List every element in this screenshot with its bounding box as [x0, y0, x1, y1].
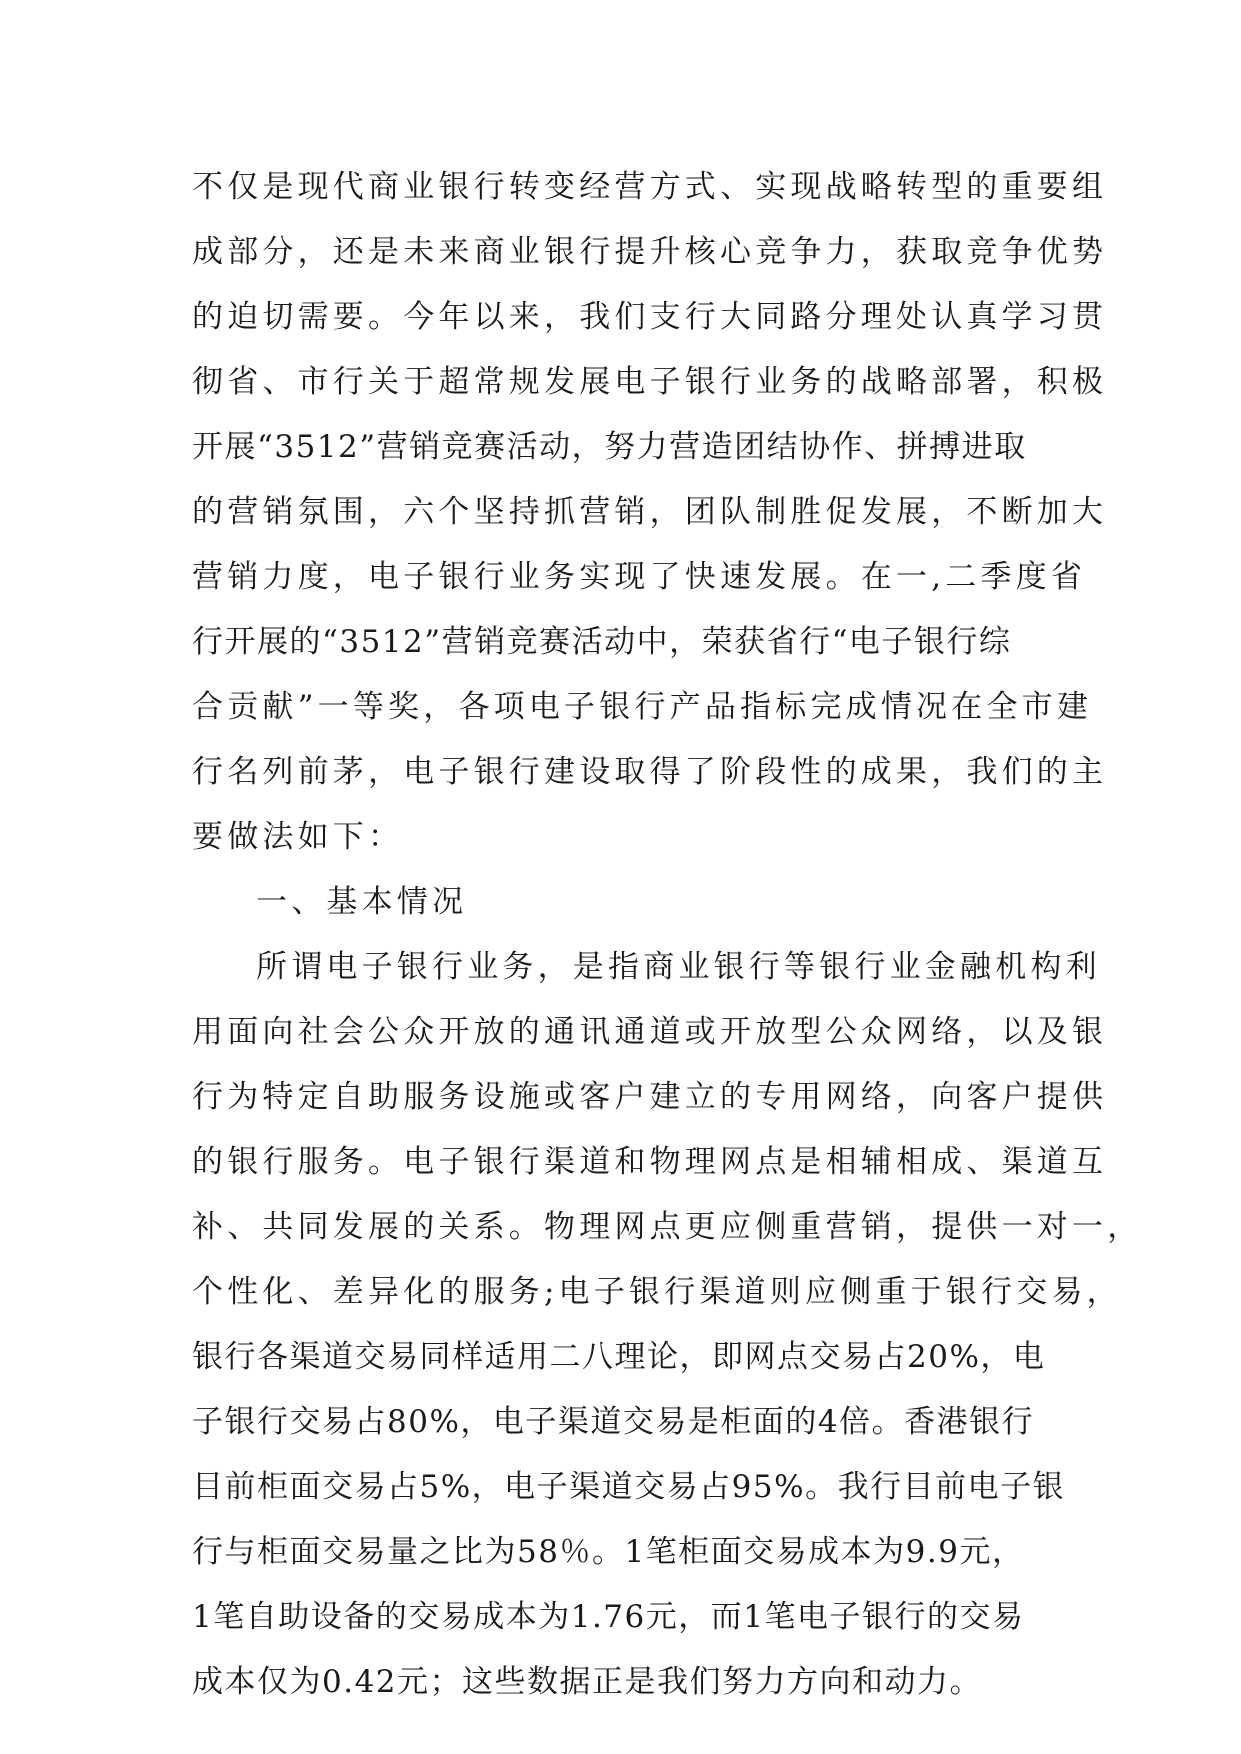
body-line: 成部分，还是未来商业银行提升核心竞争力，获取竞争优势 [192, 234, 1108, 270]
body-line: 行名列前茅，电子银行建设取得了阶段性的成果，我们的主 [192, 754, 1108, 790]
body-line: 不仅是现代商业银行转变经营方式、实现战略转型的重要组 [192, 169, 1108, 205]
body-line: 彻省、市行关于超常规发展电子银行业务的战略部署，积极 [192, 364, 1108, 400]
body-line: 1笔自助设备的交易成本为1.76元，而1笔电子银行的交易 [192, 1599, 1025, 1635]
body-line: 银行各渠道交易同样适用二八理论，即网点交易占20%，电 [192, 1339, 1046, 1375]
body-line: 的营销氛围，六个坚持抓营销，团队制胜促发展，不断加大 [192, 494, 1108, 530]
body-line: 子银行交易占80%，电子渠道交易是柜面的4倍。香港银行 [192, 1404, 1035, 1440]
body-line: 营销力度，电子银行业务实现了快速发展。在一,二季度省 [192, 559, 1087, 595]
body-line: 要做法如下： [192, 819, 404, 855]
body-line: 的银行服务。电子银行渠道和物理网点是相辅相成、渠道互 [192, 1144, 1108, 1180]
section-heading: 一、基本情况 [256, 884, 468, 920]
body-line: 行与柜面交易量之比为58％。1笔柜面交易成本为9.9元， [192, 1534, 1025, 1570]
body-line: 开展“3512”营销竞赛活动，努力营造团结协作、拼搏进取 [192, 429, 1027, 465]
document-body [192, 155, 1143, 1715]
body-line: 合贡献”一等奖，各项电子银行产品指标完成情况在全市建 [192, 689, 1093, 725]
body-line: 补、共同发展的关系。物理网点更应侧重营销，提供一对一， [192, 1209, 1143, 1245]
body-line: 成本仅为0.42元；这些数据正是我们努力方向和动力。 [192, 1664, 983, 1700]
body-line: 行开展的“3512”营销竞赛活动中，荣获省行“电子银行综 [192, 624, 1012, 660]
body-line: 用面向社会公众开放的通讯通道或开放型公众网络，以及银 [192, 1014, 1108, 1050]
body-line: 的迫切需要。今年以来，我们支行大同路分理处认真学习贯 [192, 299, 1108, 335]
body-line: 行为特定自助服务设施或客户建立的专用网络，向客户提供 [192, 1079, 1108, 1115]
body-line: 目前柜面交易占5%，电子渠道交易占95%。我行目前电子银 [192, 1469, 1066, 1505]
body-line: 个性化、差异化的服务;电子银行渠道则应侧重于银行交易， [192, 1274, 1122, 1310]
body-line: 所谓电子银行业务，是指商业银行等银行业金融机构利 [256, 949, 1101, 985]
